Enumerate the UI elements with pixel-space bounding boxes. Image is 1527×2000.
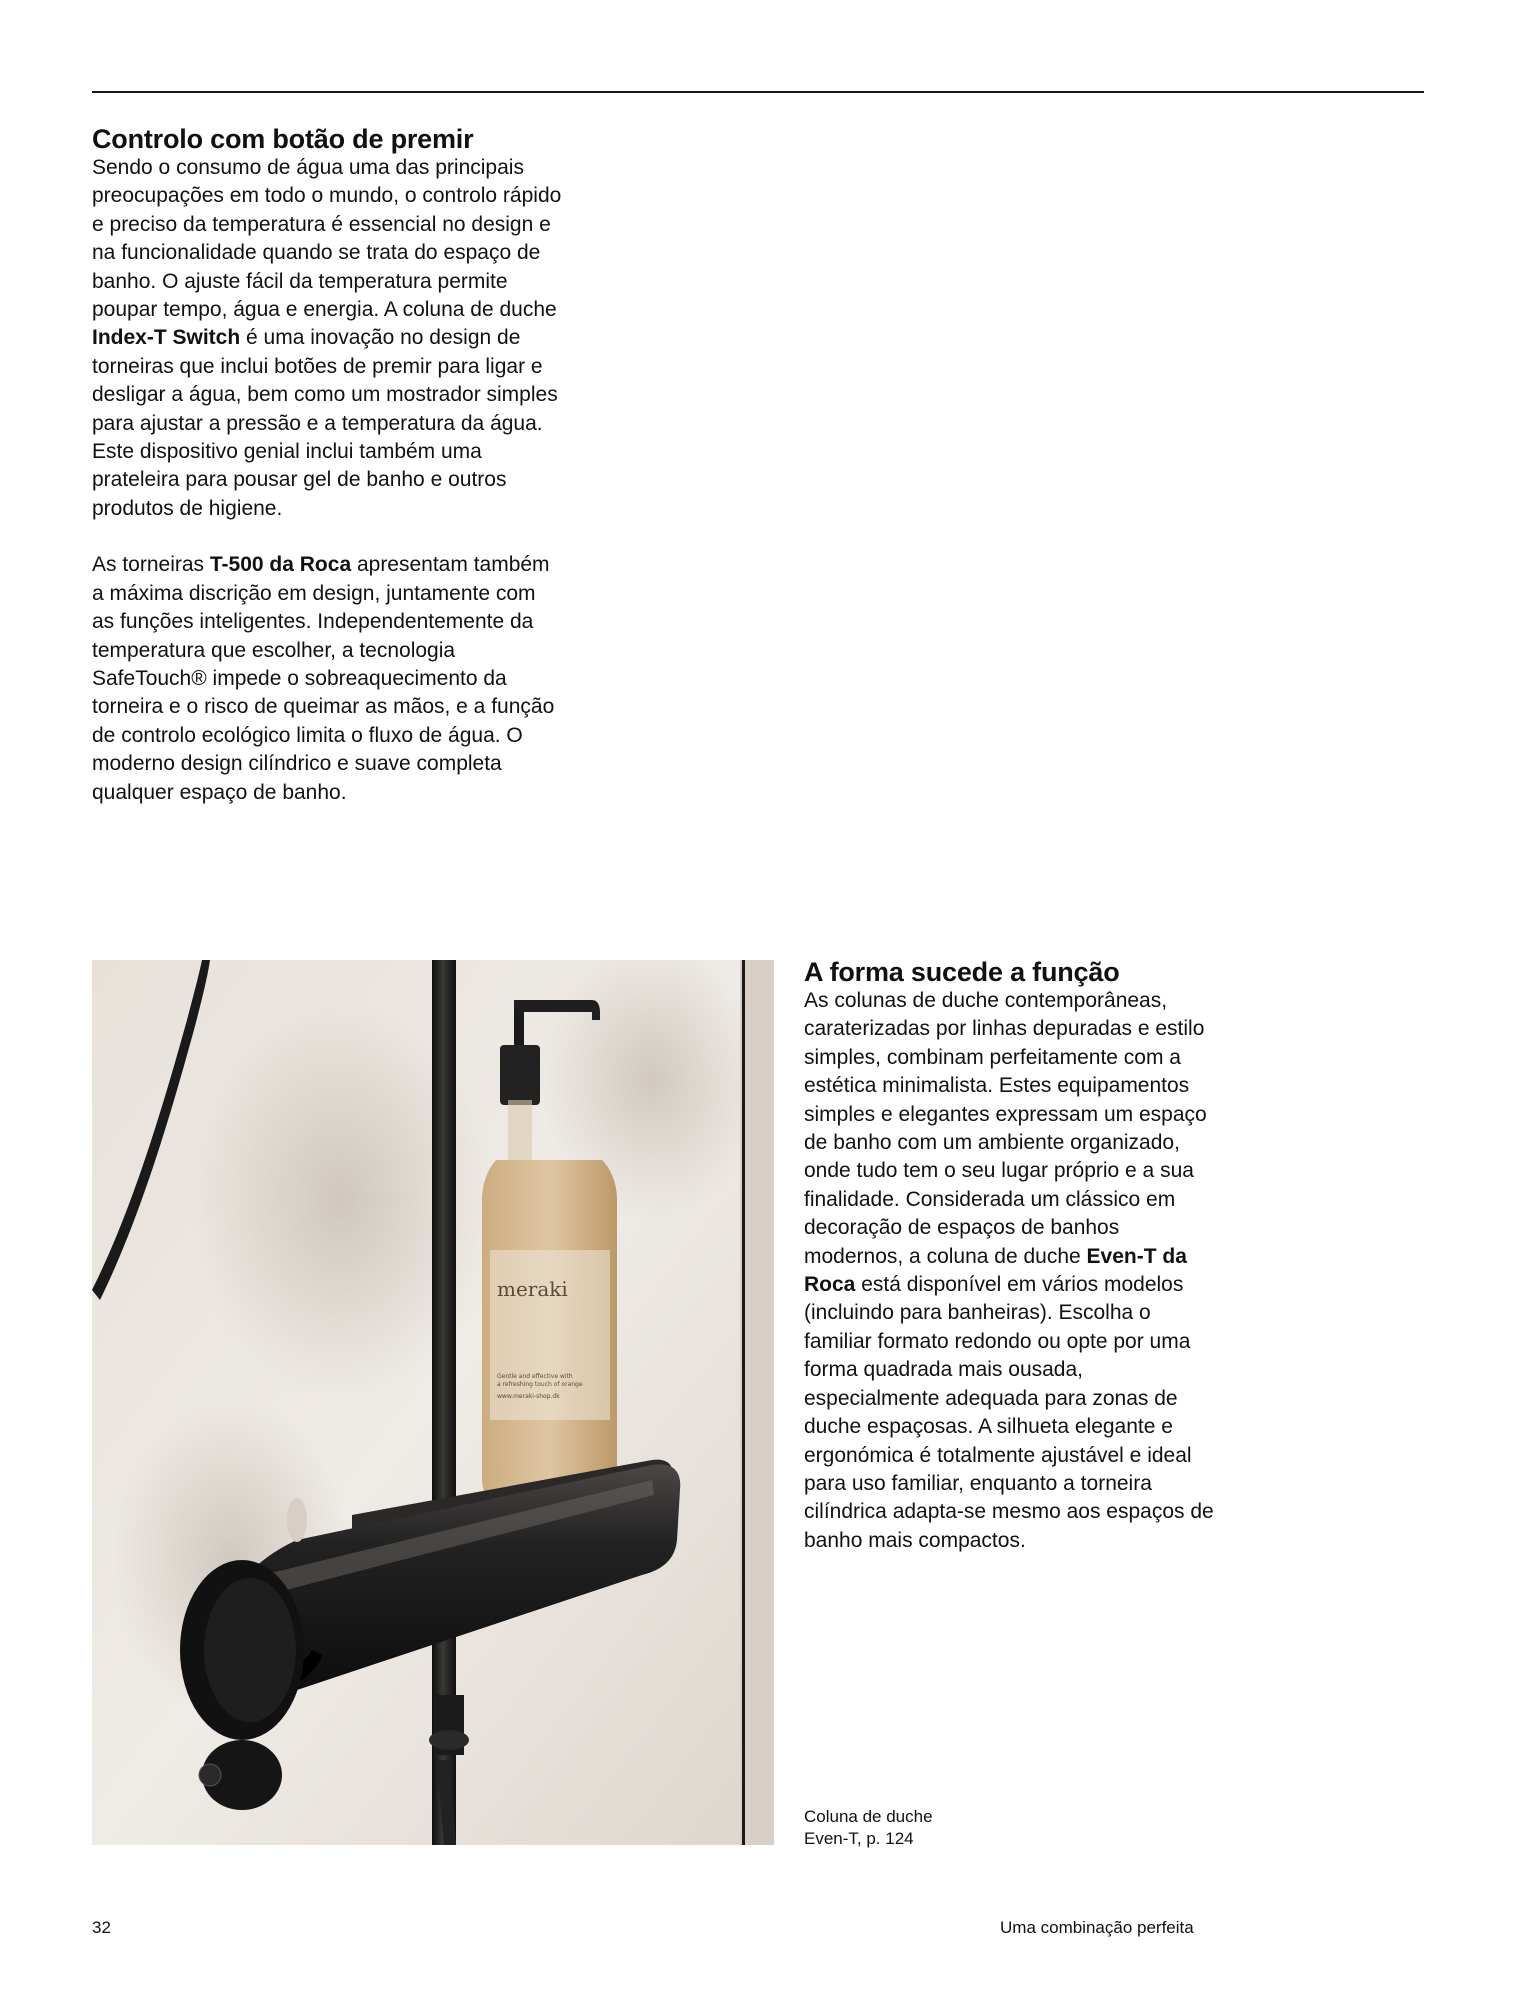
paragraph-index-t-switch: Sendo o consumo de água uma das principais preocupações em todo o mundo, o controlo rápido e preciso da temperatura é essencial no design e na funcionalidade quando se trata do espaço de banho. O ajuste fácil da temperatura permite poupar tempo, água e energia. A coluna de duche Index-T Switch é uma inovação no design de torneiras que inclui botões de premir para ligar e desligar a água, bem como um mostrador simples para ajustar a pressão e a temperatura da água. Este dispositivo genial inclui também uma prateleira para pousar gel de banho e outros produtos de higiene. (92, 156, 562, 520)
top-rule (92, 91, 1424, 93)
bottle-url: www.meraki-shop.dk (497, 1393, 560, 1400)
paragraph-t-500: As torneiras T-500 da Roca apresentam também a máxima discrição em design, juntamente com as funções inteligentes. Independentemente da temperatura que escolher, a tecnologia SafeTouch® impede o sobreaquecimento da torneira e o risco de queimar as mãos, e a função de controlo ecológico limita o fluxo de água. O moderno design cilíndrico e suave completa qualquer espaço de banho. (92, 553, 555, 804)
product-name-index-t-switch: Index-T Switch (92, 326, 241, 350)
product-name-even-t: Even-T da Roca (804, 1244, 1187, 1297)
caption-line-1: Coluna de duche (804, 1807, 933, 1826)
photo-caption (804, 1806, 933, 1850)
shower-column-photo (92, 960, 774, 1845)
paragraph-even-t: As colunas de duche contemporâneas, caraterizadas por linhas depuradas e estilo simples, combinam perfeitamente com a estética minimalista. Estes equipamentos simples e elegantes expressam um espaço de banho com um ambiente organizado, onde tudo tem o seu lugar próprio e a sua finalidade. Considerada um clássico em decoração de espaços de banhos modernos, a coluna de duche Even-T da Roca está disponível em vários modelos (incluindo para banheiras). Escolha o familiar formato redondo ou opte por uma forma quadrada mais ousada, especialmente adequada para zonas de duche espaçosas. A silhueta elegante e ergonómica é totalmente ajustável e ideal para uso familiar, enquanto a torneira cilíndrica adapta-se mesmo aos espaços de banho mais compactos. (804, 989, 1214, 1552)
bottle-desc-line-1: Gentle and effective with (497, 1373, 573, 1380)
footer-section-name: Uma combinação perfeita (1000, 1918, 1194, 1937)
page-number: 32 (92, 1918, 111, 1937)
section-title: Controlo com botão de premir (92, 124, 474, 154)
bottle-brand-label: meraki (497, 1277, 568, 1301)
bottle-desc-line-2: a refreshing touch of orange (497, 1381, 583, 1388)
caption-line-2: Even-T, p. 124 (804, 1829, 914, 1848)
section-title: A forma sucede a função (804, 957, 1120, 987)
section-push-button-control (92, 124, 562, 807)
section-form-follows-function (804, 957, 1224, 1555)
product-name-t-500: T-500 da Roca (209, 553, 352, 577)
